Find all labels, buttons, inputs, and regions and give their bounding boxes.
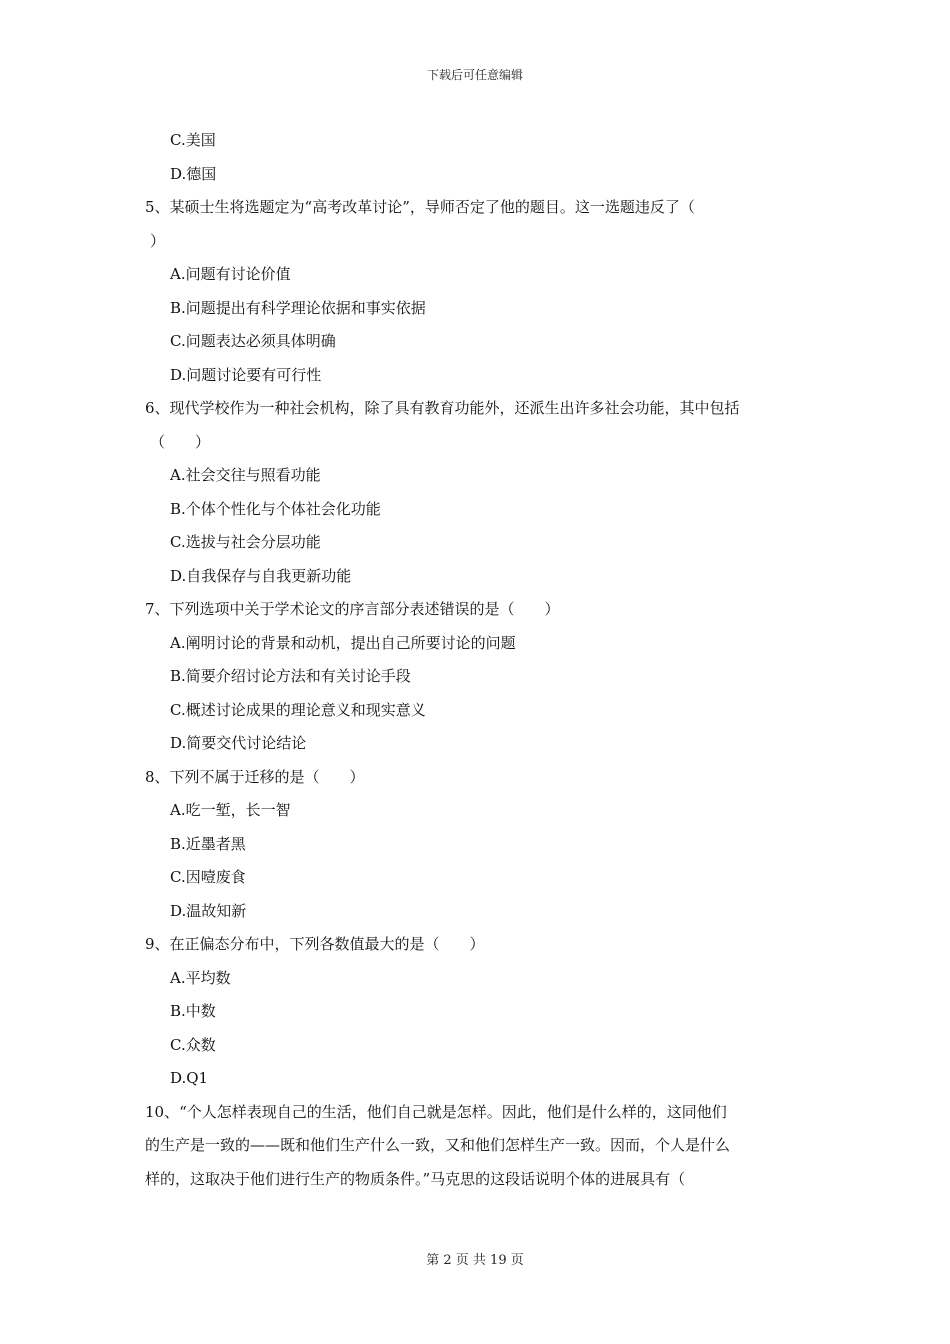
option-q6-b: B.个体个性化与个体社会化功能 (170, 499, 381, 518)
page-header: 下载后可任意编辑 (426, 68, 523, 82)
option-q5-c: C.问题表达必须具体明确 (170, 332, 336, 350)
option-q9-b: B.中数 (170, 1002, 216, 1020)
option-q7-b: B.简要介绍讨论方法和有关讨论手段 (170, 667, 411, 685)
option-q6-c: C.选拔与社会分层功能 (170, 533, 321, 551)
option-q8-d: D.温故知新 (170, 901, 247, 920)
option-q8-b: B.近墨者黑 (170, 834, 246, 853)
question-8: 8、下列不属于迁移的是（ ） (145, 767, 365, 786)
option-q7-d: D.简要交代讨论结论 (170, 734, 307, 752)
question-6: 6、现代学校作为一种社会机构，除了具有教育功能外，还派生出许多社会功能，其中包括 (145, 399, 740, 417)
question-5: 5、某硕士生将选题定为“高考改革讨论”，导师否定了他的题目。这一选题违反了（ (145, 198, 695, 216)
question-5-continued: ） (150, 231, 166, 250)
page-footer: 第 2 页 共 19 页 (426, 1253, 524, 1268)
question-9: 9、在正偏态分布中，下列各数值最大的是（ ） (145, 935, 485, 953)
document-body (145, 124, 810, 1196)
option-q9-c: C.众数 (170, 1035, 216, 1054)
option-q4-c: C.美国 (170, 131, 216, 149)
option-q7-a: A.阐明讨论的背景和动机，提出自己所要讨论的问题 (170, 633, 516, 652)
question-7: 7、下列选项中关于学术论文的序言部分表述错误的是（ ） (145, 600, 560, 618)
option-q8-c: C.因噎废食 (170, 868, 246, 886)
option-q9-a: A.平均数 (170, 968, 231, 987)
option-q5-b: B.问题提出有科学理论依据和事实依据 (170, 298, 426, 317)
option-q6-d: D.自我保存与自我更新功能 (170, 566, 352, 585)
option-q5-a: A.问题有讨论价值 (170, 265, 291, 283)
option-q8-a: A.吃一堑，长一智 (170, 801, 291, 819)
question-10-line-1: 10、“个人怎样表现自己的生活，他们自己就是怎样。因此，他们是什么样的，这同他们 (145, 1102, 727, 1121)
option-q7-c: C.概述讨论成果的理论意义和现实意义 (170, 700, 426, 719)
question-10-line-2: 的生产是一致的——既和他们生产什么一致，又和他们怎样生产一致。因而，个人是什么 (145, 1136, 731, 1154)
option-q9-d: D.Q1 (170, 1069, 209, 1087)
option-q5-d: D.问题讨论要有可行性 (170, 365, 322, 384)
question-10-line-3: 样的，这取决于他们进行生产的物质条件。”马克思的这段话说明个体的进展具有（ (145, 1169, 686, 1188)
option-q6-a: A.社会交往与照看功能 (170, 466, 321, 484)
option-q4-d: D.德国 (170, 164, 217, 183)
question-6-continued: （ ） (150, 432, 211, 451)
